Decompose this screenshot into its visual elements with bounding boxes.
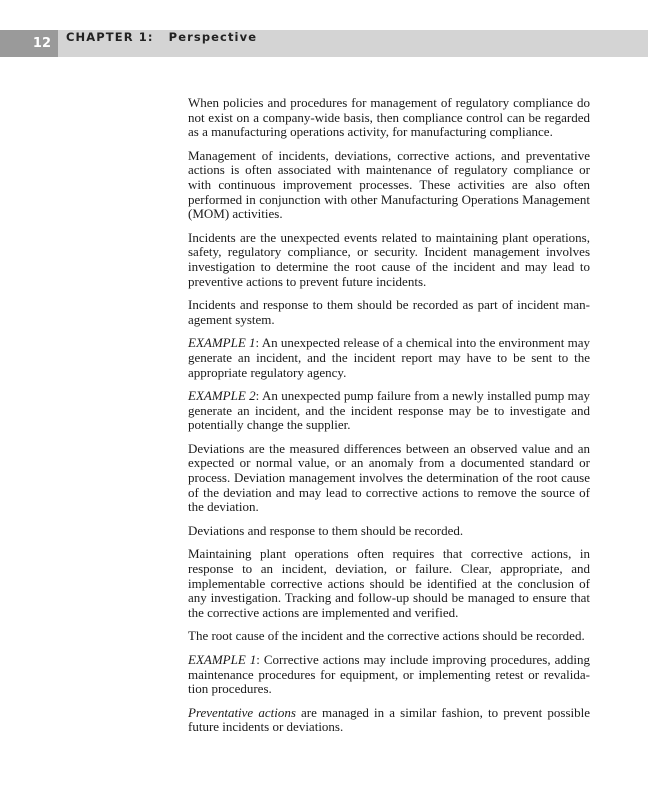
- text-line: the corrective actions are implemented and verified.: [188, 604, 459, 620]
- running-header: [0, 30, 648, 57]
- text-line: expected or normal value, or an anomaly from a documented standard or: [188, 455, 590, 471]
- text-line: [188, 389, 590, 404]
- text-line: generate an incident, and the incident response may be to investigate and: [188, 402, 590, 418]
- line-text: : An unexpected pump failure from a newly installed pump may: [255, 388, 591, 404]
- text-line: [188, 706, 590, 721]
- paragraph: [188, 629, 590, 644]
- text-line: response to an incident, deviation, or failure. Clear, appropriate, and: [188, 561, 590, 577]
- italic-lead: EXAMPLE 2: [188, 388, 256, 404]
- text-line: preventive actions to prevent future incidents.: [188, 273, 427, 289]
- text-line: [188, 336, 590, 351]
- text-line: Management of incidents, deviations, corrective actions, and preventative: [188, 147, 590, 163]
- text-line: future incidents or deviations.: [188, 719, 344, 735]
- text-line: of the deviation and may lead to corrective actions to remove the source of: [188, 484, 590, 500]
- paragraph: [188, 524, 590, 539]
- paragraph: [188, 149, 590, 222]
- line-text: : Corrective actions may include improving procedures, adding: [256, 652, 590, 667]
- paragraph: [188, 547, 590, 620]
- text-line: maintenance procedures for equipment, or implementing retest or revalida-: [188, 666, 590, 682]
- text-line: The root cause of the incident and the corrective actions should be recorded.: [188, 628, 585, 644]
- page-number: 12: [0, 30, 58, 57]
- paragraph: [188, 336, 590, 380]
- paragraph: [188, 442, 590, 515]
- paragraph: [188, 653, 590, 697]
- text-line: performed in conjunction with other Manufacturing Operations Management: [188, 191, 590, 207]
- text-line: actions is often associated with maintenance of regulatory compliance or: [188, 162, 590, 178]
- text-line: generate an incident, and the incident report may have to be sent to the: [188, 349, 590, 365]
- paragraph: [188, 96, 590, 140]
- paragraph: [188, 389, 590, 433]
- chapter-label: CHAPTER 1:: [66, 30, 154, 44]
- text-line: agement system.: [188, 311, 275, 327]
- text-line: safety, regulatory compliance, or security. Incident management involves: [188, 244, 590, 260]
- chapter-heading: [66, 30, 257, 44]
- text-line: implementable corrective actions should be identified at the conclusion of: [188, 575, 590, 591]
- text-line: as a manufacturing operations activity, for manufacturing compliance.: [188, 124, 553, 140]
- text-line: appropriate regulatory agency.: [188, 364, 347, 380]
- italic-lead: EXAMPLE 1: [188, 652, 257, 667]
- text-line: Deviations are the measured differences between an observed value and an: [188, 440, 590, 456]
- text-line: Incidents are the unexpected events related to maintaining plant operations,: [188, 229, 590, 245]
- text-line: with continuous improvement processes. These activities are also often: [188, 176, 590, 192]
- paragraph: [188, 298, 590, 327]
- text-line: the deviation.: [188, 499, 259, 515]
- text-line: not exist on a company-wide basis, then compliance control can be regarded: [188, 109, 590, 125]
- text-line: Incidents and response to them should be recorded as part of incident man-: [188, 297, 590, 313]
- line-text: are managed in a similar fashion, to prevent possible: [295, 704, 590, 720]
- chapter-title: Perspective: [168, 30, 258, 44]
- paragraph: [188, 231, 590, 289]
- text-line: When policies and procedures for management of regulatory compliance do: [188, 95, 590, 110]
- text-line: process. Deviation management involves the determination of the root cause: [188, 470, 590, 486]
- paragraph: [188, 706, 590, 735]
- text-line: [188, 653, 590, 668]
- italic-lead: Preventative actions: [188, 704, 296, 720]
- italic-lead: EXAMPLE 1: [188, 335, 256, 351]
- text-line: any investigation. Tracking and follow-up should be managed to ensure that: [188, 590, 590, 606]
- text-line: tion procedures.: [188, 681, 272, 697]
- text-line: (MOM) activities.: [188, 206, 283, 222]
- text-line: potentially change the supplier.: [188, 417, 351, 433]
- line-text: : An unexpected release of a chemical into the environment may: [255, 335, 591, 351]
- text-line: investigation to determine the root cause of the incident and may lead to: [188, 258, 590, 274]
- body-text: [188, 96, 590, 744]
- text-line: Deviations and response to them should be recorded.: [188, 522, 464, 538]
- text-line: Maintaining plant operations often requires that corrective actions, in: [188, 546, 590, 562]
